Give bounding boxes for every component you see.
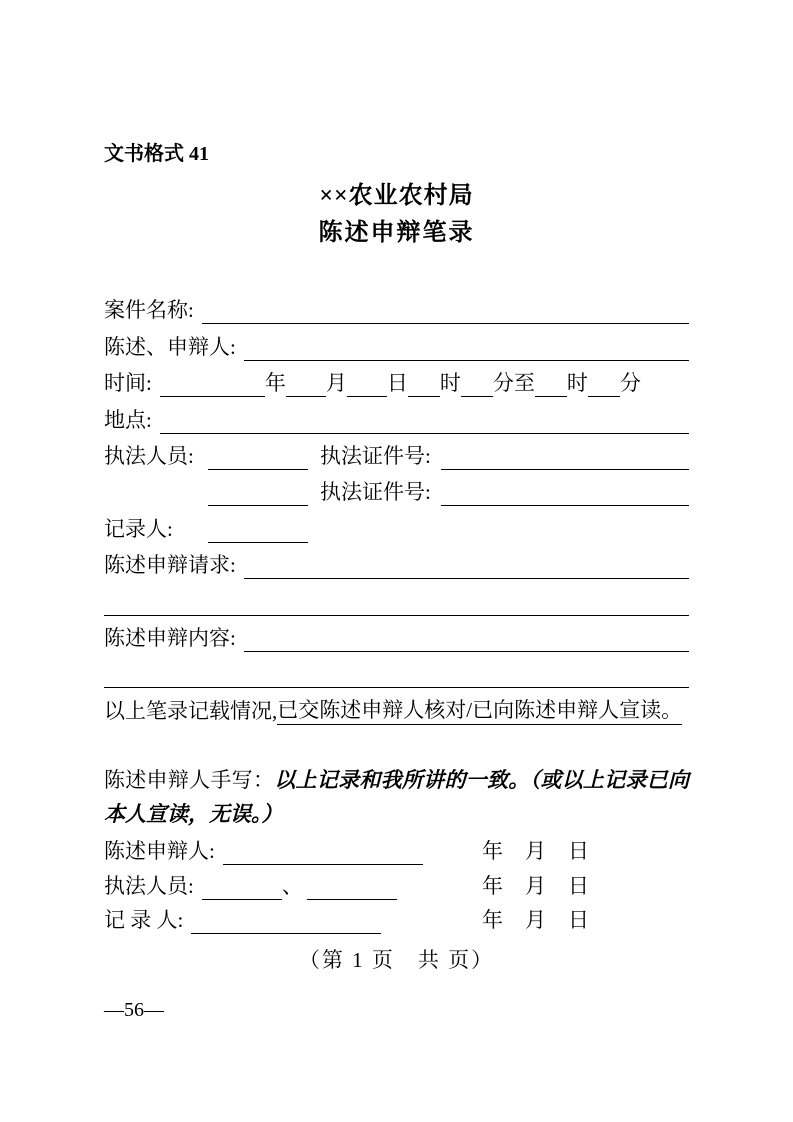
date-month: 月 <box>525 839 546 864</box>
date-month: 月 <box>525 873 546 898</box>
closing-underlined-text: 已交陈述申辩人核对/已向陈述申辩人宣读。 <box>277 697 682 725</box>
date-month: 月 <box>525 908 546 933</box>
officer-date-units <box>482 873 589 900</box>
unit-to: 至 <box>513 371 535 396</box>
time-hour2-blank <box>535 393 567 397</box>
declarant-label: 陈述、申辩人: <box>104 334 236 359</box>
unit-year: 年 <box>264 371 286 396</box>
declarant-date-units <box>482 838 589 865</box>
location-row <box>104 397 689 433</box>
content-continuation-row <box>104 652 689 688</box>
unit-month: 月 <box>325 371 347 396</box>
recorder-row <box>104 506 689 542</box>
unit-day: 日 <box>386 371 408 396</box>
form-body <box>104 288 689 725</box>
cert-no-label-2: 执法证件号: <box>320 480 431 505</box>
declarant-sign-label: 陈述申辩人: <box>104 839 215 864</box>
unit-hour2: 时 <box>566 371 588 396</box>
unit-minute2: 分 <box>619 371 641 396</box>
request-continuation-row <box>104 579 689 615</box>
case-name-label: 案件名称: <box>104 298 194 323</box>
time-minute-blank <box>461 393 493 397</box>
recorder-blank <box>208 539 308 543</box>
officer-sign-label: 执法人员: <box>104 873 194 898</box>
content-continuation-blank <box>104 684 689 688</box>
date-day: 日 <box>568 839 589 864</box>
date-day: 日 <box>568 873 589 898</box>
location-label: 地点: <box>104 407 152 432</box>
declarant-row <box>104 324 689 360</box>
date-year: 年 <box>482 873 503 898</box>
page-number: —56— <box>104 999 164 1021</box>
declarant-signature-row <box>104 831 689 866</box>
time-month-blank <box>286 393 326 397</box>
time-label: 时间: <box>104 371 152 396</box>
officer-label: 执法人员: <box>104 443 194 468</box>
officer-row-1 <box>104 434 689 470</box>
unit-minute: 分 <box>492 371 514 396</box>
case-name-row <box>104 288 689 324</box>
request-continuation-blank <box>104 612 689 616</box>
recorder-label: 记录人: <box>104 516 173 541</box>
officer-1-name-blank <box>208 466 308 470</box>
closing-prefix: 以上笔录记载情况, <box>104 698 278 723</box>
recorder-sign-blank <box>191 930 381 934</box>
request-blank <box>244 575 689 579</box>
request-label: 陈述申辩请求: <box>104 553 236 578</box>
time-row <box>104 361 689 397</box>
officer-2-cert-blank <box>441 502 689 506</box>
recorder-date-units <box>482 907 589 934</box>
handwriting-note-text: 以上记录和我所讲的一致。（或以上记录已向本人宣读，无误。） <box>104 767 690 826</box>
cert-no-label-1: 执法证件号: <box>320 443 431 468</box>
time-hour-blank <box>408 393 440 397</box>
officer-signature-row <box>104 865 689 900</box>
content-row <box>104 616 689 652</box>
closing-row <box>104 688 689 724</box>
request-row <box>104 543 689 579</box>
time-minute2-blank <box>588 393 620 397</box>
recorder-sign-label: 记 录 人: <box>104 908 184 933</box>
officer-sign-blank-1 <box>202 896 282 900</box>
doc-title: 陈述申辩笔录 <box>318 220 475 246</box>
time-year-blank <box>160 393 265 397</box>
date-year: 年 <box>482 839 503 864</box>
content-label: 陈述申辩内容: <box>104 625 236 650</box>
declarant-sign-blank <box>223 861 423 865</box>
officer-sign-blank-2 <box>307 896 397 900</box>
doc-format-label: 文书格式 41 <box>104 143 209 165</box>
handwriting-label: 陈述申辩人手写： <box>104 767 275 792</box>
date-day: 日 <box>568 908 589 933</box>
officer-1-cert-blank <box>441 466 689 470</box>
officer-sign-separator: 、 <box>281 873 303 898</box>
content-blank <box>244 648 689 652</box>
declarant-blank <box>244 357 689 361</box>
officer-2-name-blank <box>208 502 308 506</box>
unit-hour: 时 <box>439 371 461 396</box>
officer-row-2 <box>104 470 689 506</box>
recorder-signature-row <box>104 900 689 935</box>
location-blank <box>160 430 689 434</box>
time-day-blank <box>347 393 387 397</box>
date-year: 年 <box>482 908 503 933</box>
document-content <box>104 0 689 977</box>
signature-section <box>104 831 689 935</box>
page-info: （第 1 页 共 页） <box>298 948 495 973</box>
handwriting-note-paragraph <box>104 763 689 831</box>
org-title: ××农业农村局 <box>319 183 474 209</box>
case-name-blank <box>202 320 689 324</box>
